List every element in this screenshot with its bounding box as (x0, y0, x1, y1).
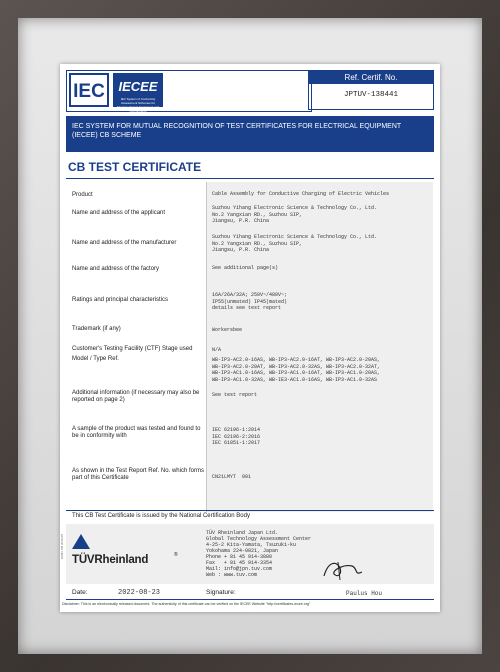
field-label: Additional information (if necessary may also be reported on page 2) (72, 390, 200, 403)
field-value: N/A (212, 347, 222, 353)
field-label: As shown in the Test Report Ref. No. which forms part of this Certificate (72, 468, 204, 481)
iecee-logo: IECEE (113, 73, 163, 107)
field-label: Trademark (if any) (72, 326, 121, 332)
disclaimer-text: Disclaimer: This is an electronically released document. The authenticity of this certificate can be verified on the IECEE Website "http://certificates.iecee.org" (62, 602, 311, 606)
field-value: 16A/26A/32A; 250V~/480V~; IP55(unmated) IP45(mated) details see test report (212, 292, 288, 311)
field-value: See test report (212, 392, 258, 398)
field-label: Name and address of the applicant (72, 210, 166, 216)
certificate-title: CB TEST CERTIFICATE (68, 160, 202, 174)
title-rule (66, 178, 434, 179)
issued-by-text: This CB Test Certificate is issued by the National Certification Body (72, 513, 250, 519)
signer-name: Paulus Hou (346, 590, 383, 597)
footer-rule (66, 599, 434, 600)
field-label: Ratings and principal characteristics (72, 297, 169, 303)
certificate-page (60, 64, 440, 612)
signature-scribble (318, 558, 366, 582)
field-label: Name and address of the factory (72, 266, 160, 272)
tuv-triangle-icon (72, 534, 90, 549)
ref-label: Ref. Certif. No. (309, 71, 433, 84)
iec-logo: IEC (69, 73, 109, 107)
body-address: TÜV Rheinland Japan Ltd. Global Technology Assessment Center 4-25-2 Kita-Yamata, Tsuzuki-ku Yokohama 224-0021, Japan Phone + 81 45 914-3880 Fax + 81 45 914-3354 Mail: info@jpn.tuv.com Web : www.tuv.com (206, 530, 312, 578)
registered-mark: ® (174, 552, 178, 558)
iecee-logo-sub: IEC System of Conformity Assessment Schemes for Electrotechnical Equipment and Components (116, 97, 160, 113)
field-value: Workersbee (212, 327, 243, 333)
field-label: Name and address of the manufacturer (72, 240, 177, 246)
field-label: A sample of the product was tested and found to be in conformity with (72, 426, 201, 439)
field-value: Suzhou Yihang Electronic Science & Technology Co., Ltd. No.2 Yangxian RD., Suzhou SIP, Jiangsu, P.R. China (212, 234, 378, 253)
section-rule (66, 510, 434, 511)
ref-certificate-box (308, 70, 434, 110)
field-value: Cable Assembly for Conductive Charging of Electric Vehicles (212, 191, 390, 197)
logo-box (66, 70, 312, 112)
field-value: See additional page(s) (212, 265, 279, 271)
date-label: Date: (72, 589, 88, 596)
field-value: Suzhou Yihang Electronic Science & Technology Co., Ltd. No.2 Yangxian RD., Suzhou SIP, Jiangsu, P.R. China (212, 205, 378, 224)
field-label: Customer's Testing Facility (CTF) Stage used (72, 346, 193, 352)
tuv-logo: TÜVRheinland (72, 554, 149, 566)
side-form-code: ECBX CB 2016-05 (60, 534, 64, 560)
values-panel (206, 182, 433, 512)
field-value: WB-IP3-AC2.0-16AS, WB-IP3-AC2.0-16AT, WB-IP3-AC2.0-20AS, WB-IP3-AC2.0-20AT, WB-IP3-AC2.0-32AS, WB-IP3-AC2.0-32AT, WB-IP3-AC1.0-16AS, WB-IP3-AC1.0-16AT, WB-IP3-AC1.0-20AS, WB-IP3-AC1.0-32AS, WB-IE3-AC1.0-16AS, WB-IP3-AC1.0-32AS (212, 357, 381, 383)
field-value: IEC 62196-1:2014 IEC 62196-2:2016 IEC 61851-1:2017 (212, 427, 261, 446)
field-value: CN21LMYT 001 (212, 474, 252, 480)
field-label: Model / Type Ref. (72, 356, 119, 362)
scheme-banner: IEC SYSTEM FOR MUTUAL RECOGNITION OF TEST CERTIFICATES FOR ELECTRICAL EQUIPMENT (IECEE) CB SCHEME (66, 116, 434, 152)
ref-value: JPTUV-138441 (343, 91, 398, 99)
signature-label: Signature: (206, 589, 236, 596)
date-value: 2022-08-23 (118, 589, 161, 597)
field-label: Product (72, 192, 93, 198)
